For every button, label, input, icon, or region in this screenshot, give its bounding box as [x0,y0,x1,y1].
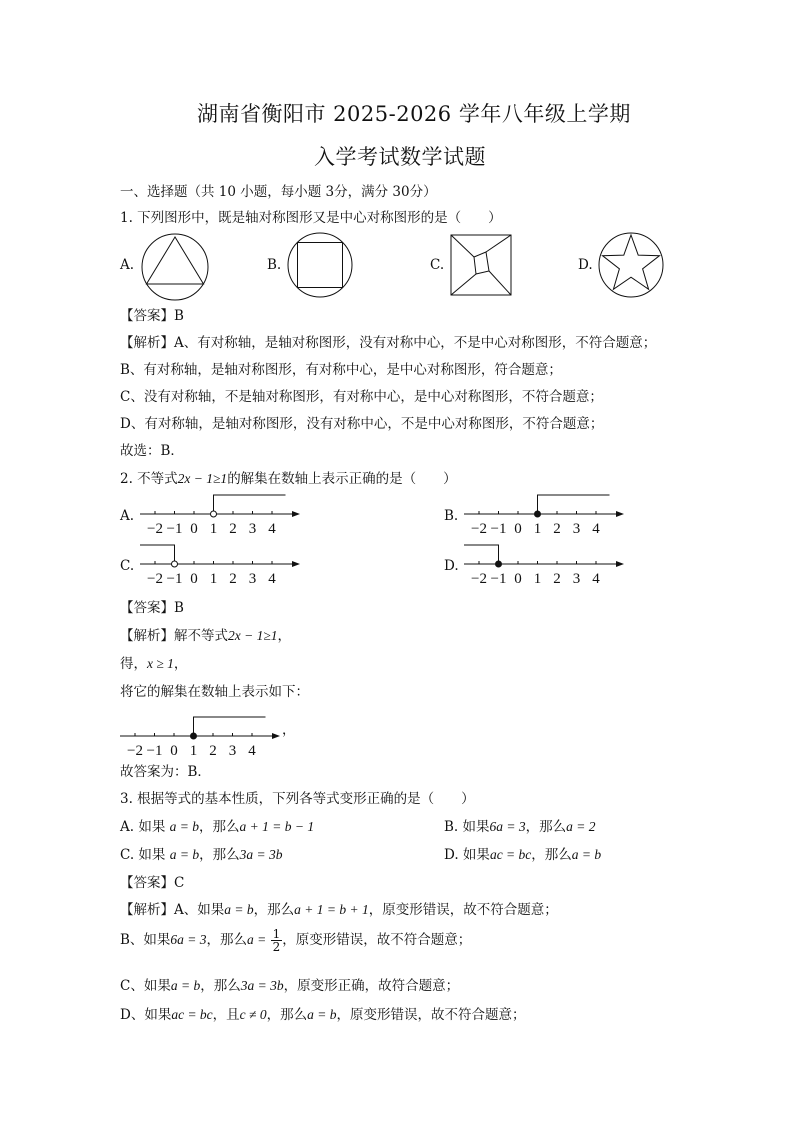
q3-math: ac = bc [171,1007,213,1022]
q3-math: a = b [224,902,254,917]
q1-option-c-figure [450,234,512,296]
tick-label: 4 [268,571,276,587]
tick-label: 2 [229,571,237,587]
tick-label: 4 [592,521,600,537]
q3-text: D. 如果 [444,847,490,863]
q2-explanation-line [120,652,187,672]
q3-text: 【解析】A、如果 [120,902,225,918]
q2-exp-text: ， [277,628,292,644]
q3-text: ，那么 [253,902,295,918]
closed-endpoint [191,733,197,739]
q2-answer: 【答案】B [120,600,184,616]
q3-text: ，那么 [531,847,572,863]
tick-label: 1 [209,571,218,587]
q1-option-c-label: C. [430,257,445,273]
q2-option-a-label: A. [120,508,135,524]
q3-math: a + 1 = b − 1 [239,819,315,834]
tick-label: −2 [471,521,487,537]
solution-ray [464,545,499,564]
tick-label: −1 [166,571,183,587]
axis-arrow [272,733,280,739]
q3-answer: 【答案】C [120,875,185,891]
q3-text: C. 如果 [120,847,166,863]
q1-explanation-line: C、没有对称轴，不是轴对称图形，有对称中心，是中心对称图形，不符合题意； [120,389,603,405]
q3-math: c ≠ 0 [239,1007,267,1022]
q3-math: 3a = 3b [240,978,284,993]
q3-math: a + 1 = b + 1 [294,902,369,917]
tick-label: −1 [490,571,507,587]
axis-arrow [292,511,300,517]
q3-text: ，那么 [199,847,240,863]
tick-label: −2 [147,571,163,587]
tick-label: 0 [170,743,178,759]
tick-label: 0 [190,521,198,537]
q2-option-c-number-line [138,540,304,588]
q3-text: ，那么 [525,819,567,835]
q3-math: a = [247,932,267,947]
q2-exp-text: 得， [120,656,147,672]
tick-label: −1 [490,521,507,537]
q1-explanation-line: 故选：B． [120,443,184,459]
solution-ray [538,495,610,514]
q3-explanation-line [120,974,459,994]
open-endpoint [172,561,178,567]
tick-label: 3 [572,521,581,537]
q3-fraction-denominator: 2 [272,940,281,954]
tick-label: −2 [127,743,143,759]
q1-option-a-label: A. [120,257,135,273]
q2-exp-text: ， [173,656,188,672]
q2-option-d-number-line [462,540,628,588]
q1-explanation-line: D、有对称轴，是轴对称图形，没有对称中心，不是中心对称图形，不符合题意； [120,416,604,432]
question-3-stem: 3. 根据等式的基本性质，下列各等式变形正确的是（ ） [120,791,475,807]
page-subtitle: 入学考试数学试题 [314,145,486,169]
q1-option-d-figure [598,232,664,298]
tick-label: 3 [248,571,257,587]
q3-text: ，原变形正确，故符合题意； [283,978,460,994]
q3-math: a = b [169,847,200,862]
page-title: 湖南省衡阳市 2025-2026 学年八年级上学期 [197,102,631,126]
q3-text: ，原变形错误，故不符合题意； [368,902,558,918]
q3-explanation-line [120,928,471,953]
q1-answer: 【答案】B [120,308,184,324]
q2-stem-text: 2. 不等式 [120,471,178,487]
q3-math: 6a = 3 [170,932,207,947]
q2-inequality: 2x − 1≥1 [177,471,228,486]
q2-exp-math: 2x − 1≥1 [228,628,278,643]
closed-endpoint [535,511,541,517]
solution-ray [214,495,286,514]
q3-text: D、如果 [120,1007,172,1023]
q3-text: ，那么 [199,819,240,835]
tick-label: 1 [533,521,542,537]
closed-endpoint [496,561,502,567]
solution-ray [194,717,266,736]
q3-text: C、如果 [120,978,171,994]
q1-option-d-label: D. [578,257,593,273]
q2-explanation-line [120,624,291,644]
q3-option-a [120,815,314,835]
q3-math: 6a = 3 [489,819,526,834]
tick-label: 3 [248,521,257,537]
tick-label: 4 [592,571,600,587]
tick-label: 3 [228,743,237,759]
q3-math: 3a = 3b [239,847,283,862]
tick-label: −2 [147,521,163,537]
q2-exp-math: x ≥ 1 [147,656,174,671]
question-1-stem: 1. 下列图形中，既是轴对称图形又是中心对称图形的是（ ） [120,210,502,226]
q3-explanation-line [120,898,558,918]
question-2-stem [120,467,457,487]
tick-label: −1 [166,521,183,537]
q3-text: ，那么 [206,932,248,948]
tick-label: 3 [572,571,581,587]
tick-label: 2 [209,743,217,759]
q3-text: A. 如果 [120,819,166,835]
solution-ray [140,545,175,564]
q2-solution-number-line [118,712,284,760]
q3-math: a = 2 [566,819,596,834]
axis-arrow [616,561,624,567]
tick-label: 0 [514,521,522,537]
tick-label: −1 [146,743,163,759]
q2-explanation-line: 将它的解集在数轴上表示如下： [120,684,309,700]
q2-option-d-label: D. [444,558,459,574]
q1-explanation-line: B、有对称轴，是轴对称图形，有对称中心，是中心对称图形，符合题意； [120,362,562,378]
tick-label: 0 [190,571,198,587]
q1-explanation-line: 【解析】A、有对称轴，是轴对称图形，没有对称中心，不是中心对称图形，不符合题意； [120,335,657,351]
q2-option-a-number-line [138,490,304,538]
q3-text: ，那么 [266,1007,308,1023]
q2-stem-text: 的解集在数轴上表示正确的是（ ） [227,471,457,487]
q2-option-b-number-line [462,490,628,538]
tick-label: 4 [248,743,256,759]
q3-math: a = b [169,819,200,834]
tick-label: 1 [533,571,542,587]
q1-option-a-figure [140,232,210,302]
q1-option-b-figure [287,232,353,298]
section-heading: 一、选择题（共 10 小题，每小题 3分，满分 30分） [120,184,437,200]
q2-exp-text: 【解析】解不等式 [120,628,228,644]
q2-option-c-label: C. [120,558,135,574]
q3-text: ，原变形错误，故不符合题意； [282,932,472,948]
tick-label: 0 [514,571,522,587]
q2-solution-comma: ， [282,722,296,738]
tick-label: 2 [553,521,561,537]
q2-option-b-label: B. [444,508,459,524]
q3-text: ，原变形错误，故不符合题意； [336,1007,526,1023]
q3-option-c [120,843,282,863]
q3-math: ac = bc [489,847,532,862]
q3-math: a = b [170,978,201,993]
q3-text: B、如果 [120,932,171,948]
q3-text: ，且 [212,1007,240,1023]
tick-label: 2 [229,521,237,537]
axis-arrow [616,511,624,517]
tick-label: 1 [209,521,218,537]
q3-option-d [444,843,601,863]
q3-option-b [444,815,596,835]
tick-label: −2 [471,571,487,587]
q1-option-b-label: B. [267,257,282,273]
q2-final: 故答案为：B． [120,764,211,780]
q3-explanation-line [120,1003,525,1023]
tick-label: 2 [553,571,561,587]
tick-label: 1 [189,743,198,759]
axis-arrow [292,561,300,567]
q3-fraction [271,928,283,953]
q3-math: a = b [307,1007,337,1022]
q3-fraction-numerator: 1 [272,927,281,941]
q3-text: ，那么 [200,978,241,994]
open-endpoint [211,511,217,517]
q3-text: B. 如果 [444,819,490,835]
q3-math: a = b [571,847,602,862]
tick-label: 4 [268,521,276,537]
